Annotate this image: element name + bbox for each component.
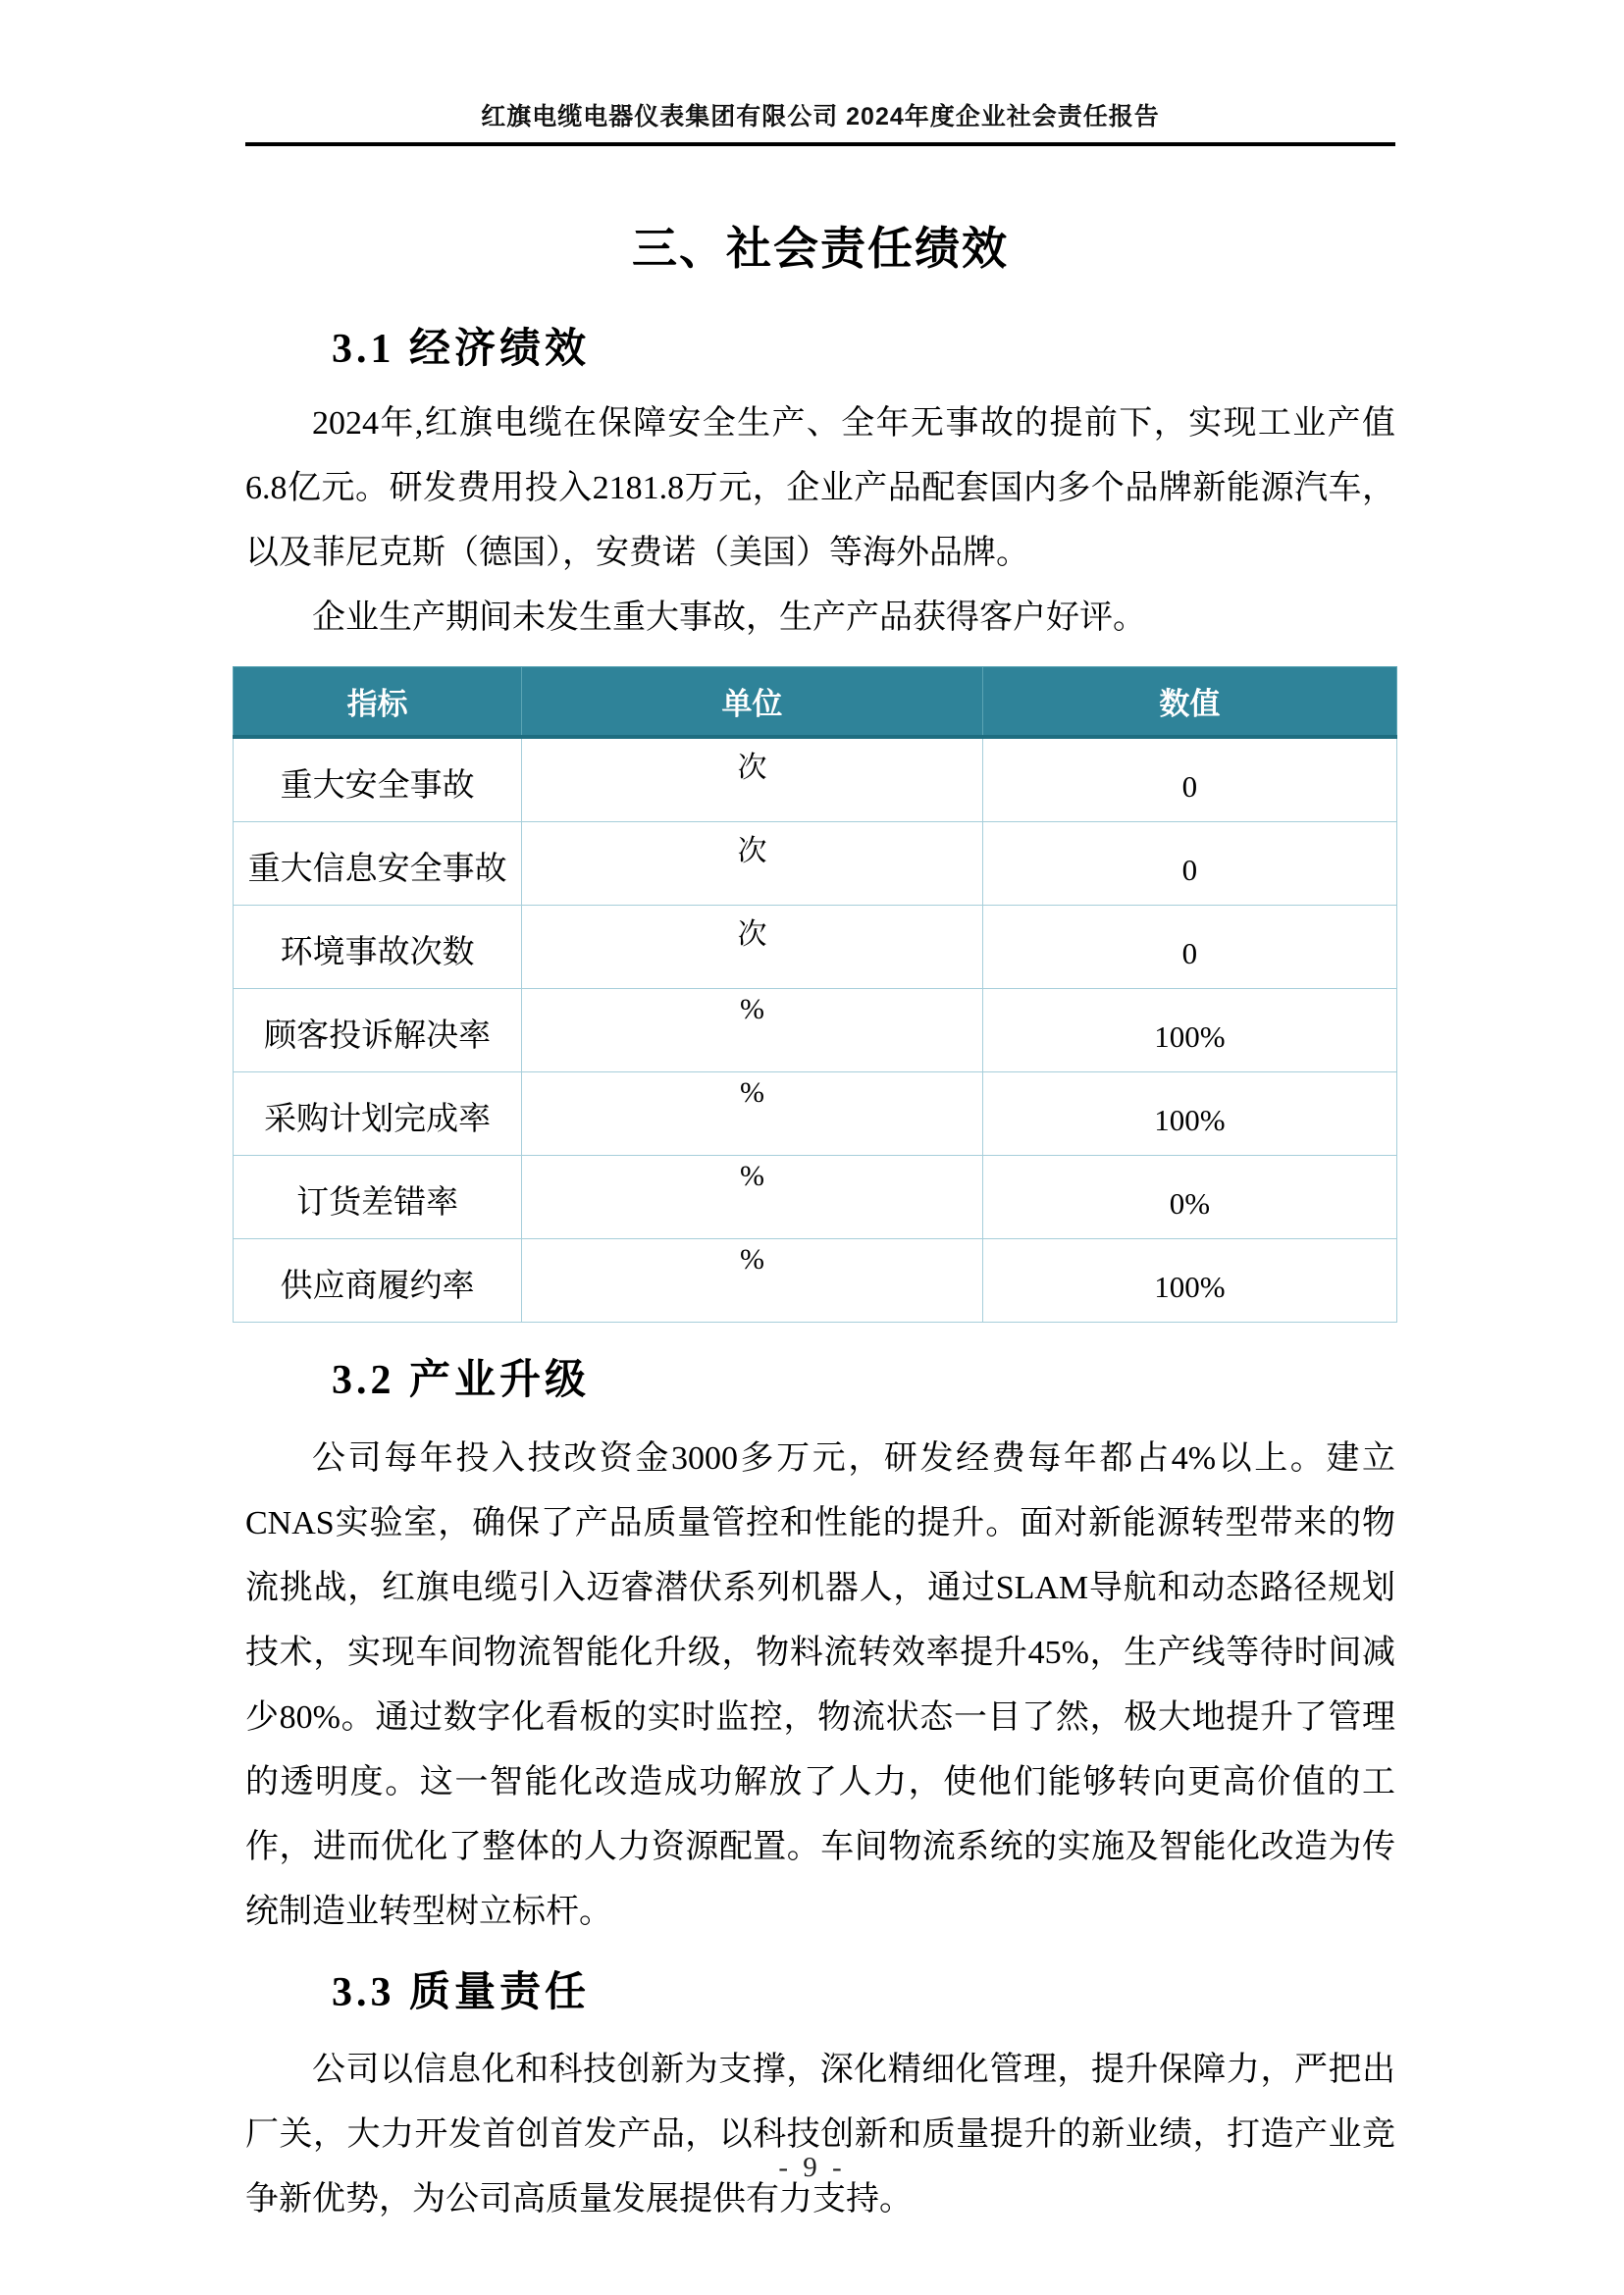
- table-row: [234, 1155, 1397, 1238]
- unit-cell: %: [522, 988, 983, 1071]
- column-header-unit: 单位: [522, 666, 983, 737]
- page-title: 三、社会责任绩效: [632, 224, 1009, 274]
- value-cell: 100%: [982, 988, 1396, 1071]
- indicator-cell: 采购计划完成率: [234, 1071, 522, 1155]
- table-row: [234, 821, 1397, 905]
- paragraph-economic-2: 企业生产期间未发生重大事故，生产产品获得客户好评。: [312, 599, 1146, 636]
- page-content: [245, 0, 1395, 2232]
- value-cell: 0%: [982, 1155, 1396, 1238]
- report-header: [245, 0, 1395, 146]
- unit-cell: %: [522, 1238, 983, 1322]
- paragraph-industry-upgrade: 公司每年投入技改资金3000多万元，研发经费每年都占4%以上。建立CNAS实验室，确保了产品质量管控和性能的提升。面对新能源转型带来的物流挑战，红旗电缆引入迈睿潜伏系列机器人，通过SLAM导航和动态路径规划技术，实现车间物流智能化升级，物料流转效率提升45%，生产线等待时间减少80%。通过数字化看板的实时监控，物流状态一目了然，极大地提升了管理的透明度。这一智能化改造成功解放了人力，使他们能够转向更高价值的工作，进而优化了整体的人力资源配置。车间物流系统的实施及智能化改造为传统制造业转型树立标杆。: [245, 1440, 1395, 1931]
- indicator-cell: 环境事故次数: [234, 905, 522, 988]
- table-row: [234, 737, 1397, 822]
- unit-cell: %: [522, 1155, 983, 1238]
- indicator-cell: 重大安全事故: [234, 737, 522, 822]
- table-header-row: [234, 666, 1397, 737]
- unit-cell: %: [522, 1071, 983, 1155]
- column-header-indicator: 指标: [234, 666, 522, 737]
- unit-cell: 次: [522, 821, 983, 905]
- section-heading-3-2: 3.2 产业升级: [332, 1357, 591, 1403]
- page-number: - 9 -: [778, 2152, 846, 2183]
- value-cell: 100%: [982, 1071, 1396, 1155]
- section-heading-3-1: 3.1 经济绩效: [332, 326, 591, 372]
- value-cell: 0: [982, 737, 1396, 822]
- indicator-cell: 重大信息安全事故: [234, 821, 522, 905]
- table-row: [234, 1238, 1397, 1322]
- economic-metrics-table: [233, 666, 1397, 1323]
- table-row: [234, 1071, 1397, 1155]
- indicator-cell: 订货差错率: [234, 1155, 522, 1238]
- value-cell: 100%: [982, 1238, 1396, 1322]
- value-cell: 0: [982, 821, 1396, 905]
- indicator-cell: 顾客投诉解决率: [234, 988, 522, 1071]
- table-row: [234, 905, 1397, 988]
- indicator-cell: 供应商履约率: [234, 1238, 522, 1322]
- unit-cell: 次: [522, 905, 983, 988]
- unit-cell: 次: [522, 737, 983, 822]
- column-header-value: 数值: [982, 666, 1396, 737]
- table-row: [234, 988, 1397, 1071]
- value-cell: 0: [982, 905, 1396, 988]
- paragraph-economic-1: 2024年,红旗电缆在保障安全生产、全年无事故的提前下，实现工业产值6.8亿元。研发费用投入2181.8万元，企业产品配套国内多个品牌新能源汽车，以及菲尼克斯（德国），安费诺（美国）等海外品牌。: [245, 404, 1395, 571]
- report-header-title: 红旗电缆电器仪表集团有限公司 2024年度企业社会责任报告: [481, 103, 1160, 130]
- paragraph-quality: 公司以信息化和科技创新为支撑，深化精细化管理，提升保障力，严把出厂关，大力开发首创首发产品，以科技创新和质量提升的新业绩，打造产业竞争新优势，为公司高质量发展提供有力支持。: [245, 2051, 1395, 2217]
- section-heading-3-3: 3.3 质量责任: [332, 1970, 591, 2016]
